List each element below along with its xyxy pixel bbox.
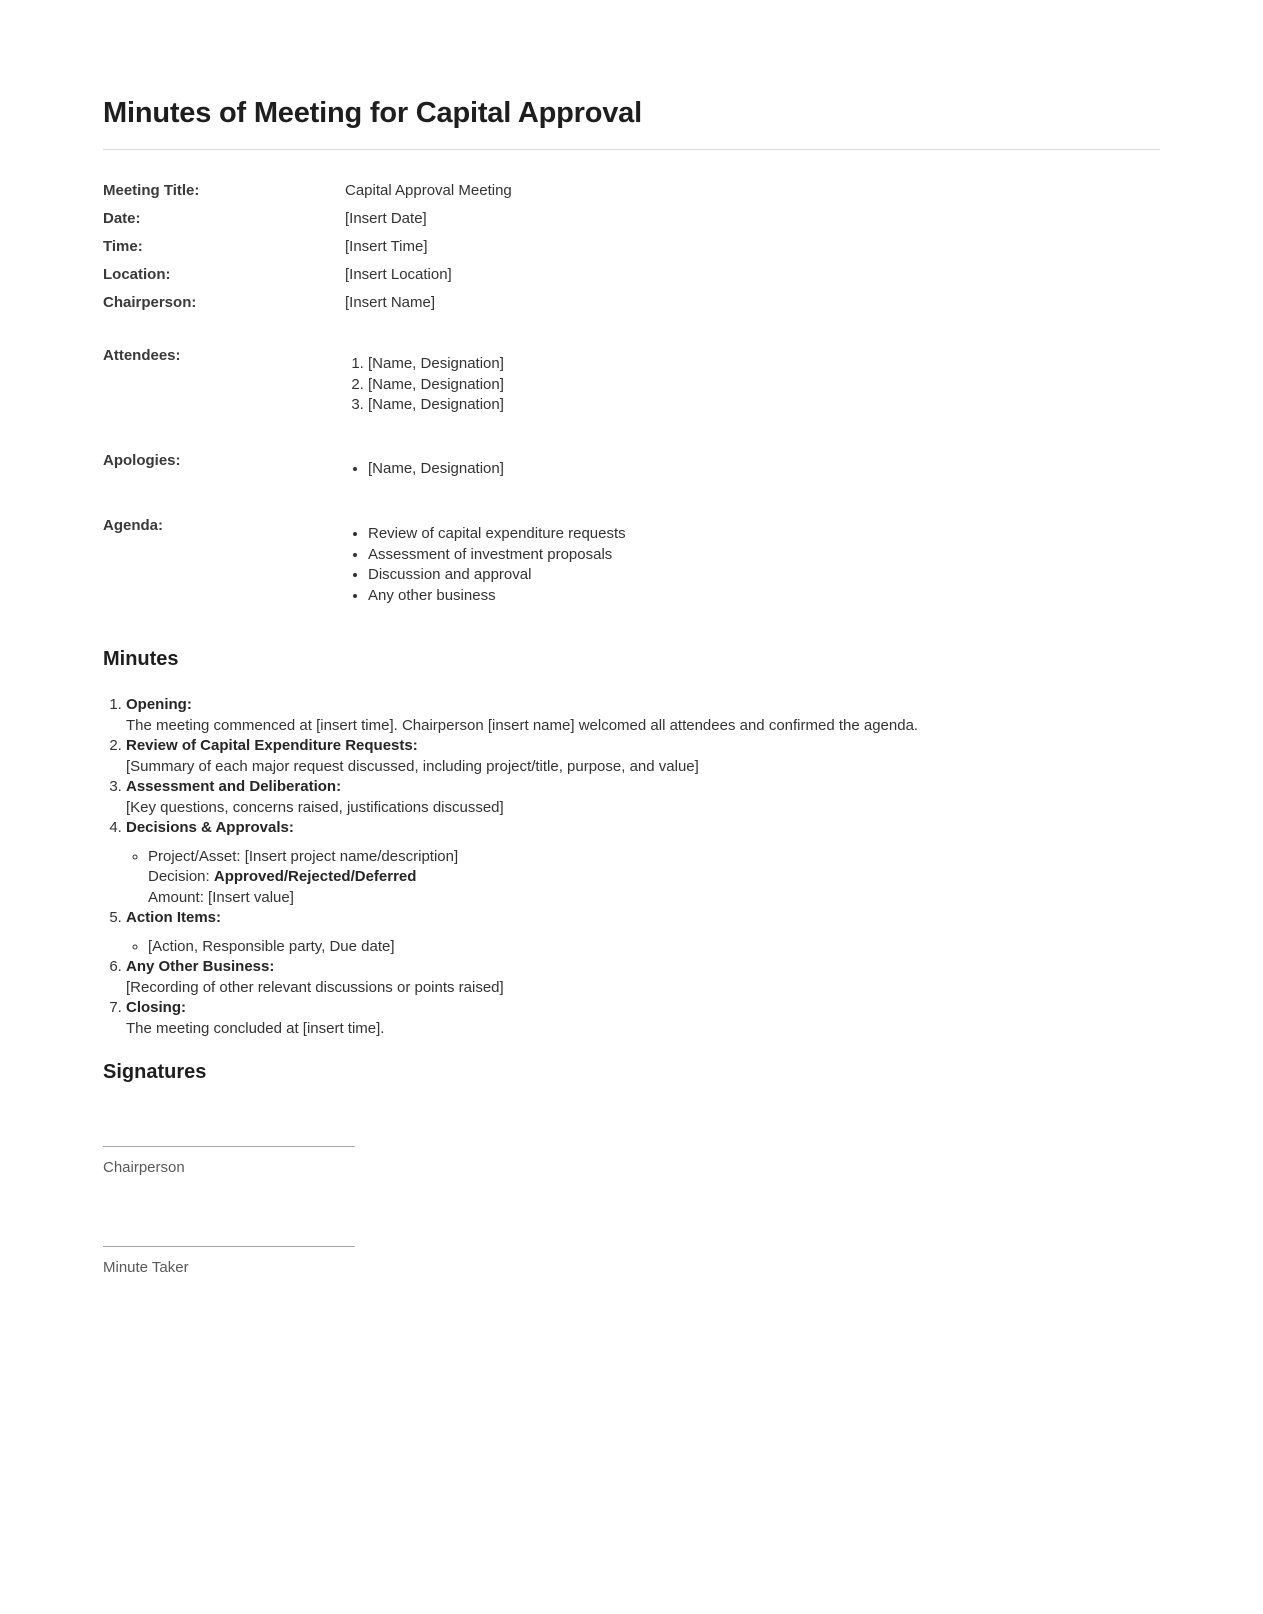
signature-chairperson [103,1146,355,1178]
agenda-item: • Review of capital expenditure requests [368,524,626,545]
agenda-item: • Any other business [368,586,626,607]
signature-label: Minute Taker [103,1259,189,1276]
minutes-item-body: The meeting concluded at [insert time]. [126,1019,385,1037]
meta-row-location [103,261,1160,289]
minutes-item-decisions [126,818,1160,908]
agenda-label: Agenda: [103,517,163,534]
meta-row-date [103,205,1160,233]
signature-line [103,1246,355,1247]
signature-label: Chairperson [103,1159,185,1176]
meta-value: [Insert Date] [345,210,427,227]
minutes-item-title: 7. Closing: [126,999,186,1016]
minutes-item-body: [Key questions, concerns raised, justifications discussed] [126,798,504,816]
agenda-item: • Discussion and approval [368,565,626,586]
apology-item: • [Name, Designation] [368,459,504,480]
meta-value: [Insert Time] [345,238,428,255]
minutes-item-closing [126,998,1160,1039]
decision-status-line [148,867,1160,888]
minutes-item-title: 6. Any Other Business: [126,958,275,975]
meta-value: [Insert Name] [345,294,436,311]
meta-label: Meeting Title: [103,182,200,199]
meta-row-chairperson [103,289,1160,317]
attendee-item: 1. [Name, Designation] [368,354,504,375]
decision-value: Approved/Rejected/Deferred [213,868,417,885]
meta-value: [Insert Location] [345,266,452,283]
minutes-item-body: [Recording of other relevant discussions or points raised] [126,978,504,996]
minutes-item-title: 1. Opening: [126,696,192,713]
decision-project-line: ◦ Project/Asset: [Insert project name/description] [148,847,459,865]
action-item-entry: ◦ [Action, Responsible party, Due date] [148,937,1160,958]
agenda-list [345,515,626,606]
meta-row-time [103,233,1160,261]
minutes-item-assessment [126,777,1160,818]
decisions-sublist [126,847,1160,909]
meta-label: Date: [103,210,141,227]
minutes-list [103,695,1160,1039]
minutes-item-title: 5. Action Items: [126,909,222,926]
attendee-item: 3. [Name, Designation] [368,395,504,416]
minutes-item-opening [126,695,1160,736]
page-title: Minutes of Meeting for Capital Approval [103,97,642,129]
apologies-list [345,450,504,480]
attendees-list [345,345,504,416]
meta-label: Chairperson: [103,294,197,311]
meta-value: Capital Approval Meeting [345,182,512,199]
signature-line [103,1146,355,1147]
decision-amount-line: Amount: [Insert value] [148,888,294,906]
meeting-meta [103,177,1160,606]
minutes-item-title: 4. Decisions & Approvals: [126,819,294,836]
agenda-section [103,515,1160,606]
apologies-section [103,450,1160,480]
title-divider [103,149,1160,150]
minutes-item-action-items [126,908,1160,957]
minutes-item-title: 3. Assessment and Deliberation: [126,778,342,795]
agenda-item: • Assessment of investment proposals [368,545,626,566]
decision-label: Decision: [148,868,210,885]
minutes-item-title: 2. Review of Capital Expenditure Requests: [126,737,418,754]
attendees-label: Attendees: [103,347,181,364]
minutes-item-body: The meeting commenced at [insert time]. Chairperson [insert name] welcomed all attendees and confirmed the agenda. [126,716,919,734]
action-items-sublist [126,937,1160,958]
meta-label: Location: [103,266,171,283]
meta-label: Time: [103,238,143,255]
signatures-heading: Signatures [103,1061,207,1083]
minutes-item-review [126,736,1160,777]
attendee-item: 2. [Name, Designation] [368,375,504,396]
meta-row-meeting-title [103,177,1160,205]
decision-entry [148,847,1160,909]
signature-minute-taker [103,1246,355,1278]
apologies-label: Apologies: [103,451,181,469]
minutes-item-body: [Summary of each major request discussed, including project/title, purpose, and value] [126,757,699,775]
minutes-heading: Minutes [103,648,179,670]
attendees-section [103,345,1160,416]
minutes-item-other-business [126,957,1160,998]
